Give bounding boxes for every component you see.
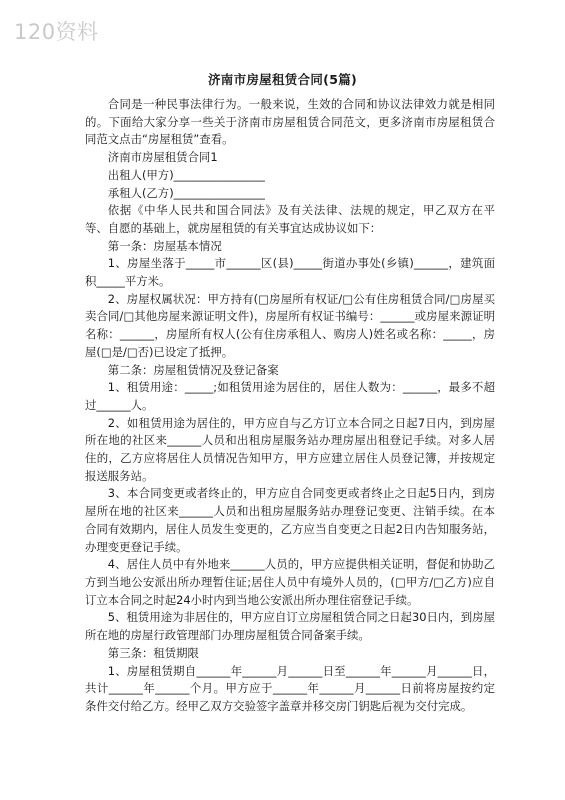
lessee-line: 承租人(乙方)________________ <box>107 185 265 200</box>
article-3-clause-1: 1、房屋租赁期自______年______月______日至______年______月______日，共计______年______个月。甲方应于______年______月______日前将房屋按约定条件交付给乙方。经甲乙双方交验签字盖章并移交房门钥匙后视为交付完成。 <box>85 663 495 713</box>
article-2-clause-4: 4、居住人员中有外地来______人员的，甲方应提供相关证明，督促和协助乙方到当地公安派出所办理暂住证;居住人员中有境外人员的，(□甲方/□乙方)应自订立本合同之时起24小时内到当地公安派出所办理住宿登记手续。 <box>85 557 495 607</box>
article-2-heading: 第二条：房屋租赁情况及登记备案 <box>107 362 279 377</box>
article-1-clause-1: 1、房屋坐落于_____市______区(县)_____街道办事处(乡镇)______，建筑面积_____平方米。 <box>85 256 495 289</box>
article-1-heading: 第一条：房屋基本情况 <box>107 238 222 253</box>
document-body <box>85 96 495 716</box>
document-title: 济南市房屋租赁合同(5篇) <box>207 72 358 87</box>
watermark: 120资料 <box>14 20 99 44</box>
article-2-clause-3: 3、本合同变更或者终止的，甲方应自合同变更或者终止之日起5日内，到房屋所在地的社区来______人员和出租房屋服务站办理登记变更、注销手续。在本合同有效期内，居住人员发生变更的，乙方应当自变更之日起2日内告知服务站，办理变更登记手续。 <box>85 486 495 554</box>
lessor-line: 出租人(甲方)________________ <box>107 167 265 182</box>
contract-heading: 济南市房屋租赁合同1 <box>107 150 218 165</box>
article-2-clause-2: 2、如租赁用途为居住的，甲方应自与乙方订立本合同之日起7日内，到房屋所在地的社区来______人员和出租房屋服务站办理房屋出租登记手续。对多人居住的，乙方应将居住人员情况告知甲方，甲方应建立居住人员登记簿，并按规定报送服务站。 <box>85 415 495 483</box>
article-2-clause-1: 1、租赁用途：_____;如租赁用途为居住的，居住人数为：______，最多不超过______人。 <box>85 380 495 412</box>
intro-paragraph: 合同是一种民事法律行为。一般来说，生效的合同和协议法律效力就是相同的。下面给大家分享一些关于济南市房屋租赁合同范文，更多济南市房屋租赁合同范文点击“房屋租赁”查看。 <box>85 97 495 147</box>
basis-paragraph: 依据《中华人民共和国合同法》及有关法律、法规的规定，甲乙双方在平等、自愿的基础上，就房屋租赁的有关事宜达成协议如下： <box>85 203 495 235</box>
article-3-heading: 第三条：租赁期限 <box>107 645 199 660</box>
article-1-clause-2: 2、房屋权属状况：甲方持有(□房屋所有权证/□公有住房租赁合同/□房屋买卖合同/□其他房屋来源证明文件)，房屋所有权证书编号：______或房屋来源证明名称：______，房屋所有权人(公有住房承租人、购房人)姓名或名称：_____，房屋(□是/□否)已设定了抵押。 <box>85 291 495 359</box>
article-2-clause-5: 5、租赁用途为非居住的，甲方应自订立房屋租赁合同之日起30日内，到房屋所在地的房屋行政管理部门办理房屋租赁合同备案手续。 <box>85 610 495 643</box>
